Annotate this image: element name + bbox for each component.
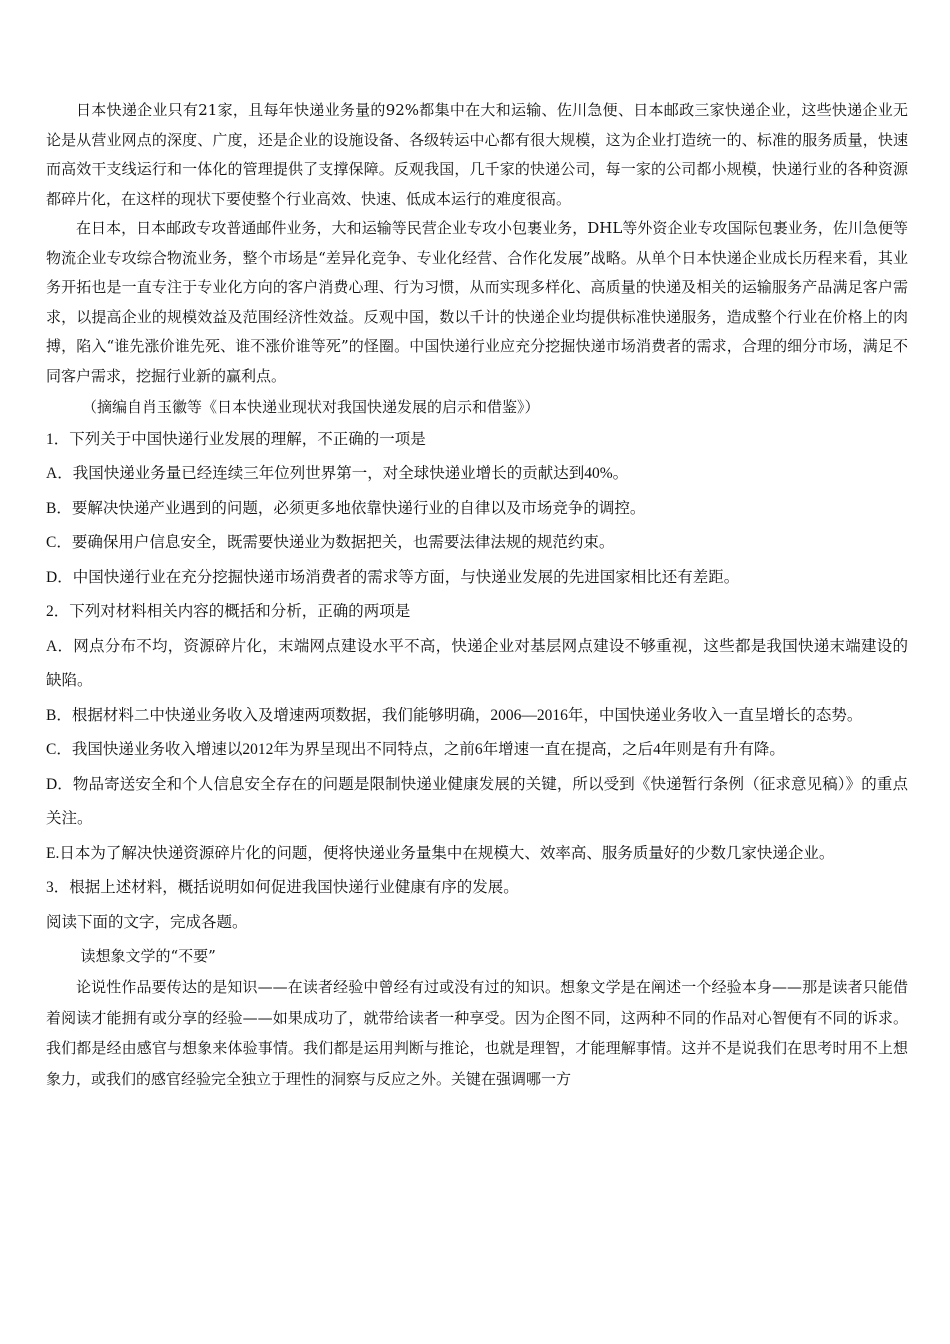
passage2-title: 读想象文学的“不要” (80, 947, 216, 965)
question-2-option-a: A．网点分布不均，资源碎片化，末端网点建设水平不高，快递企业对基层网点建设不够重视，这些都是我国快递末端建设的缺陷。 (46, 637, 908, 689)
question-1-option-c: C．要确保用户信息安全，既需要快递业为数据把关，也需要法律法规的规范约束。 (46, 534, 615, 551)
question-2-option-d: D．物品寄送安全和个人信息安全存在的问题是限制快递业健康发展的关键，所以受到《快递暂行条例（征求意见稿）》的重点关注。 (46, 775, 908, 827)
question-3: 3．根据上述材料，概括说明如何促进我国快递行业健康有序的发展。 (46, 879, 519, 896)
question-1-option-a: A．我国快递业务量已经连续三年位列世界第一，对全球快递业增长的贡献达到40%。 (46, 465, 629, 482)
document-page (46, 96, 908, 1094)
question-2-option-b: B．根据材料二中快递业务收入及增速两项数据，我们能够明确，2006—2016年，中国快递业务收入一直呈增长的态势。 (46, 706, 863, 724)
passage2-para1: 论说性作品要传达的是知识——在读者经验中曾经有过或没有过的知识。想象文学是在阐述一个经验本身——那是读者只能借着阅读才能拥有或分享的经验——如果成功了，就带给读者一种享受。因为企图不同，这两种不同的作品对心智便有不同的诉求。我们都是经由感官与想象来体验事情。我们都是运用判断与推论，也就是理智，才能理解事情。这并不是说我们在思考时用不上想象力，或我们的感官经验完全独立于理性的洞察与反应之外。关键在强调哪一方 (46, 978, 908, 1088)
passage1-para1: 日本快递企业只有21家，且每年快递业务量的92%都集中在大和运输、佐川急便、日本邮政三家快递企业，这些快递企业无论是从营业网点的深度、广度，还是企业的设施设备、各级转运中心都有很大规模，这为企业打造统一的、标准的服务质量，快速而高效干支线运行和一体化的管理提供了支撑保障。反观我国，几千家的快递公司，每一家的公司都小规模，快递行业的各种资源都碎片化，在这样的现状下要使整个行业高效、快速、低成本运行的难度很高。 (46, 101, 908, 208)
reading-instruction: 阅读下面的文字，完成各题。 (46, 913, 248, 931)
question-1-option-b: B．要解决快递产业遇到的问题，必须更多地依靠快递行业的自律以及市场竞争的调控。 (46, 499, 646, 517)
passage1-para2: 在日本，日本邮政专攻普通邮件业务，大和运输等民营企业专攻小包裹业务，DHL等外资企业专攻国际包裹业务，佐川急便等物流企业专攻综合物流业务，整个市场是“差异化竞争、专业化经营、合作化发展”战略。从单个日本快递企业成长历程来看，其业务开拓也是一直专注于专业化方向的客户消费心理、行为习惯，从而实现多样化、高质量的快递及相关的运输服务产品满足客户需求，以提高企业的规模效益及范围经济性效益。反观中国，数以千计的快递企业均提供标准快递服务，造成整个行业在价格上的肉搏，陷入“谁先涨价谁先死、谁不涨价谁等死”的怪圈。中国快递行业应充分挖掘快递市场消费者的需求，合理的细分市场，满足不同客户需求，挖掘行业新的赢利点。 (46, 219, 908, 385)
question-1: 1．下列关于中国快递行业发展的理解，不正确的一项是 (46, 430, 426, 448)
question-2-option-c: C．我国快递业务收入增速以2012年为界呈现出不同特点，之前6年增速一直在提高，之后4年则是有升有降。 (46, 741, 785, 758)
question-2-option-e: E.日本为了解决快递资源碎片化的问题，便将快递业务量集中在规模大、效率高、服务质量好的少数几家快递企业。 (46, 844, 835, 862)
question-2: 2．下列对材料相关内容的概括和分析，正确的两项是 (46, 603, 411, 620)
passage1-source: （摘编自肖玉徽等《日本快递业现状对我国快递发展的启示和借鉴》） (82, 398, 540, 416)
question-1-option-d: D．中国快递行业在充分挖掘快递市场消费者的需求等方面，与快递业发展的先进国家相比还有差距。 (46, 568, 740, 586)
